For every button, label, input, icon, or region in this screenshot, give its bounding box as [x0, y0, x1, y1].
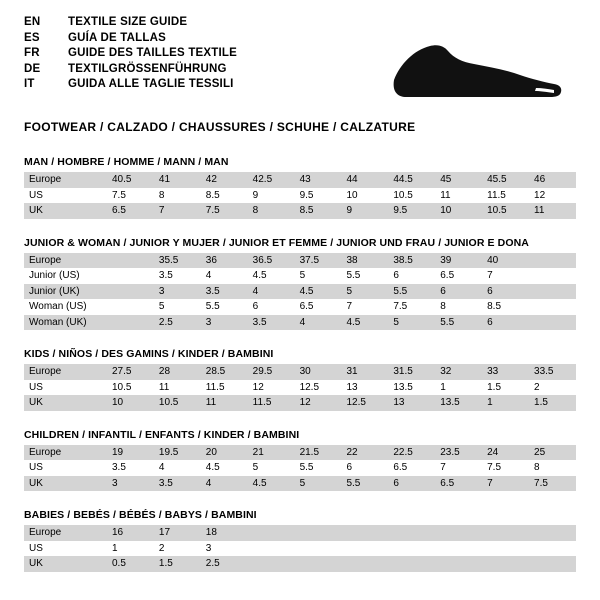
- size-cell: 11: [529, 203, 576, 219]
- size-cell: 3.5: [201, 284, 248, 300]
- size-cell: 27.5: [107, 364, 154, 380]
- row-label: US: [24, 460, 107, 476]
- size-cell: 10.5: [154, 395, 201, 411]
- size-cell: 4.5: [248, 476, 295, 492]
- size-cell: 46: [529, 172, 576, 188]
- row-label: UK: [24, 556, 107, 572]
- language-code: ES: [24, 31, 40, 44]
- table-row: [24, 284, 576, 300]
- size-cell: 4.5: [248, 268, 295, 284]
- size-cell: 11: [154, 380, 201, 396]
- size-cell: 5: [248, 460, 295, 476]
- size-cell: 5: [295, 268, 342, 284]
- size-cell: 7.5: [201, 203, 248, 219]
- size-cell: 21: [248, 445, 295, 461]
- language-code: DE: [24, 62, 41, 75]
- size-cell: 6.5: [388, 460, 435, 476]
- size-cell: 28: [154, 364, 201, 380]
- size-cell: 19: [107, 445, 154, 461]
- table-row: [24, 364, 576, 380]
- table-row: [24, 476, 576, 492]
- size-table: [24, 445, 576, 492]
- size-cell: 32: [435, 364, 482, 380]
- table-row: [24, 188, 576, 204]
- size-cell: 8.5: [482, 299, 529, 315]
- language-title: GUIDA ALLE TAGLIE TESSILI: [68, 78, 234, 90]
- size-cell: [248, 525, 295, 541]
- size-cell: [388, 525, 435, 541]
- size-cell: 10.5: [107, 380, 154, 396]
- table-row: [24, 203, 576, 219]
- size-cell: 5.5: [341, 476, 388, 492]
- language-row: [24, 63, 237, 79]
- table-row: [24, 445, 576, 461]
- language-row: [24, 16, 237, 32]
- size-section: [24, 237, 576, 331]
- size-cell: 6: [388, 268, 435, 284]
- size-cell: 3: [201, 541, 248, 557]
- size-cell: 5.5: [201, 299, 248, 315]
- table-row: [24, 315, 576, 331]
- size-cell: [529, 315, 576, 331]
- size-cell: [529, 541, 576, 557]
- size-cell: 25: [529, 445, 576, 461]
- size-cell: 3.5: [107, 460, 154, 476]
- size-cell: 36: [201, 253, 248, 269]
- size-cell: 18: [201, 525, 248, 541]
- size-cell: 7: [341, 299, 388, 315]
- size-cell: [529, 299, 576, 315]
- size-cell: 8: [248, 203, 295, 219]
- size-cell: 4.5: [295, 284, 342, 300]
- row-label: Junior (US): [24, 268, 107, 284]
- size-cell: 6.5: [435, 268, 482, 284]
- section-title: JUNIOR & WOMAN / JUNIOR Y MUJER / JUNIOR ET FEMME / JUNIOR UND FRAU / JUNIOR E DONA: [24, 236, 529, 249]
- size-cell: [435, 525, 482, 541]
- size-cell: 11.5: [248, 395, 295, 411]
- row-label: UK: [24, 476, 107, 492]
- size-cell: 3.5: [154, 476, 201, 492]
- size-cell: 2: [154, 541, 201, 557]
- size-section: [24, 156, 576, 219]
- size-cell: 44.5: [388, 172, 435, 188]
- size-cell: 11: [201, 395, 248, 411]
- size-cell: 1: [435, 380, 482, 396]
- size-cell: 6: [388, 476, 435, 492]
- size-cell: 7: [435, 460, 482, 476]
- size-cell: 4.5: [341, 315, 388, 331]
- size-sections: [24, 156, 576, 572]
- size-cell: 5.5: [341, 268, 388, 284]
- size-cell: 44: [341, 172, 388, 188]
- size-cell: 7.5: [388, 299, 435, 315]
- table-row: [24, 380, 576, 396]
- table-row: [24, 172, 576, 188]
- size-cell: 8.5: [295, 203, 342, 219]
- size-cell: [482, 556, 529, 572]
- size-cell: [295, 525, 342, 541]
- table-row: [24, 268, 576, 284]
- size-cell: 5: [388, 315, 435, 331]
- size-cell: 6.5: [295, 299, 342, 315]
- size-cell: 7.5: [529, 476, 576, 492]
- size-cell: [529, 284, 576, 300]
- size-cell: 29.5: [248, 364, 295, 380]
- table-row: [24, 299, 576, 315]
- language-title-list: [24, 16, 237, 94]
- size-cell: 30: [295, 364, 342, 380]
- size-cell: 6: [482, 315, 529, 331]
- size-cell: [295, 556, 342, 572]
- size-cell: 12.5: [341, 395, 388, 411]
- language-row: [24, 78, 237, 94]
- size-cell: 6: [482, 284, 529, 300]
- size-cell: 4: [201, 268, 248, 284]
- size-cell: 13: [388, 395, 435, 411]
- size-cell: 11: [435, 188, 482, 204]
- size-cell: 37.5: [295, 253, 342, 269]
- table-row: [24, 525, 576, 541]
- footwear-heading: FOOTWEAR / CALZADO / CHAUSSURES / SCHUHE / CALZATURE: [24, 120, 416, 134]
- size-cell: 7: [482, 268, 529, 284]
- row-label: Junior (UK): [24, 284, 107, 300]
- size-cell: [435, 541, 482, 557]
- size-cell: 3: [107, 476, 154, 492]
- size-cell: [341, 541, 388, 557]
- row-label: Europe: [24, 253, 107, 269]
- language-title: GUIDE DES TAILLES TEXTILE: [68, 47, 237, 59]
- size-cell: [107, 284, 154, 300]
- size-cell: 28.5: [201, 364, 248, 380]
- size-cell: 6: [435, 284, 482, 300]
- size-section: [24, 429, 576, 492]
- size-cell: 4: [248, 284, 295, 300]
- size-cell: 2: [529, 380, 576, 396]
- size-cell: [248, 541, 295, 557]
- size-cell: 1: [107, 541, 154, 557]
- size-cell: 23.5: [435, 445, 482, 461]
- size-cell: 1.5: [529, 395, 576, 411]
- size-cell: 10.5: [482, 203, 529, 219]
- size-cell: [341, 525, 388, 541]
- size-cell: 12.5: [295, 380, 342, 396]
- size-cell: [295, 541, 342, 557]
- size-cell: 3: [201, 315, 248, 331]
- size-cell: [107, 268, 154, 284]
- size-cell: 45.5: [482, 172, 529, 188]
- size-cell: 40: [482, 253, 529, 269]
- size-cell: 9: [341, 203, 388, 219]
- size-cell: 4: [295, 315, 342, 331]
- size-cell: 21.5: [295, 445, 342, 461]
- size-cell: [529, 556, 576, 572]
- size-cell: 38.5: [388, 253, 435, 269]
- size-cell: 10: [107, 395, 154, 411]
- size-cell: 2.5: [201, 556, 248, 572]
- size-cell: 10: [435, 203, 482, 219]
- size-cell: 1: [482, 395, 529, 411]
- size-cell: [388, 541, 435, 557]
- size-cell: 6: [341, 460, 388, 476]
- size-cell: [529, 268, 576, 284]
- size-cell: 13.5: [435, 395, 482, 411]
- size-cell: 6.5: [435, 476, 482, 492]
- language-row: [24, 32, 237, 48]
- size-table: [24, 364, 576, 411]
- size-cell: 10.5: [388, 188, 435, 204]
- size-cell: 6: [248, 299, 295, 315]
- row-label: US: [24, 541, 107, 557]
- size-cell: 3: [154, 284, 201, 300]
- size-cell: 12: [295, 395, 342, 411]
- row-label: US: [24, 380, 107, 396]
- size-cell: 33: [482, 364, 529, 380]
- row-label: Woman (UK): [24, 315, 107, 331]
- table-row: [24, 541, 576, 557]
- size-cell: 12: [248, 380, 295, 396]
- size-cell: 42: [201, 172, 248, 188]
- size-cell: [482, 541, 529, 557]
- size-cell: 6.5: [107, 203, 154, 219]
- size-cell: 2.5: [154, 315, 201, 331]
- section-title: MAN / HOMBRE / HOMME / MANN / MAN: [24, 156, 229, 168]
- size-cell: 24: [482, 445, 529, 461]
- size-cell: 22.5: [388, 445, 435, 461]
- size-cell: [388, 556, 435, 572]
- size-cell: 10: [341, 188, 388, 204]
- size-cell: 7.5: [482, 460, 529, 476]
- dress-shoe-icon: [386, 34, 566, 104]
- size-cell: 9.5: [295, 188, 342, 204]
- row-label: Europe: [24, 525, 107, 541]
- size-cell: 20: [201, 445, 248, 461]
- size-cell: 5: [295, 476, 342, 492]
- size-cell: 13.5: [388, 380, 435, 396]
- size-section: [24, 509, 576, 572]
- size-cell: 4: [154, 460, 201, 476]
- section-title: CHILDREN / INFANTIL / ENFANTS / KINDER / BAMBINI: [24, 428, 300, 441]
- size-cell: 8: [529, 460, 576, 476]
- size-cell: 31: [341, 364, 388, 380]
- size-cell: 8: [435, 299, 482, 315]
- row-label: Woman (US): [24, 299, 107, 315]
- size-table: [24, 172, 576, 219]
- size-cell: 5.5: [435, 315, 482, 331]
- size-cell: 9.5: [388, 203, 435, 219]
- size-cell: [529, 253, 576, 269]
- row-label: US: [24, 188, 107, 204]
- size-cell: 17: [154, 525, 201, 541]
- language-code: FR: [24, 47, 40, 59]
- size-cell: 5: [154, 299, 201, 315]
- language-code: EN: [24, 16, 41, 28]
- size-cell: 45: [435, 172, 482, 188]
- size-cell: 0.5: [107, 556, 154, 572]
- size-cell: [435, 556, 482, 572]
- language-title: GUÍA DE TALLAS: [68, 31, 166, 44]
- table-row: [24, 395, 576, 411]
- size-cell: 8.5: [201, 188, 248, 204]
- size-cell: 4.5: [201, 460, 248, 476]
- size-cell: 36.5: [248, 253, 295, 269]
- size-cell: [482, 525, 529, 541]
- language-code: IT: [24, 78, 35, 90]
- size-cell: 8: [154, 188, 201, 204]
- section-title: BABIES / BEBÉS / BÉBÉS / BABYS / BAMBINI: [24, 509, 257, 521]
- size-cell: 31.5: [388, 364, 435, 380]
- size-cell: 11.5: [201, 380, 248, 396]
- size-cell: 33.5: [529, 364, 576, 380]
- language-row: [24, 47, 237, 63]
- size-section: [24, 348, 576, 411]
- size-table: [24, 253, 576, 331]
- table-row: [24, 556, 576, 572]
- size-cell: 5: [341, 284, 388, 300]
- table-row: [24, 460, 576, 476]
- size-cell: [107, 299, 154, 315]
- size-cell: 7.5: [107, 188, 154, 204]
- size-cell: 38: [341, 253, 388, 269]
- size-cell: 13: [341, 380, 388, 396]
- size-cell: 1.5: [482, 380, 529, 396]
- size-cell: 39: [435, 253, 482, 269]
- size-table: [24, 525, 576, 572]
- size-cell: 3.5: [248, 315, 295, 331]
- size-cell: 40.5: [107, 172, 154, 188]
- row-label: Europe: [24, 172, 107, 188]
- size-cell: 3.5: [154, 268, 201, 284]
- size-cell: 43: [295, 172, 342, 188]
- size-cell: 1.5: [154, 556, 201, 572]
- document-header: [24, 16, 576, 108]
- size-cell: 19.5: [154, 445, 201, 461]
- row-label: Europe: [24, 364, 107, 380]
- size-cell: 5.5: [388, 284, 435, 300]
- size-cell: [341, 556, 388, 572]
- size-cell: [107, 253, 154, 269]
- language-title: TEXTILE SIZE GUIDE: [68, 16, 188, 28]
- language-title: TEXTILGRÖSSENFÜHRUNG: [68, 62, 227, 75]
- size-cell: 7: [482, 476, 529, 492]
- size-cell: [107, 315, 154, 331]
- table-row: [24, 253, 576, 269]
- size-cell: 9: [248, 188, 295, 204]
- row-label: Europe: [24, 445, 107, 461]
- size-cell: 5.5: [295, 460, 342, 476]
- size-cell: [248, 556, 295, 572]
- size-cell: 4: [201, 476, 248, 492]
- size-cell: 7: [154, 203, 201, 219]
- size-cell: 16: [107, 525, 154, 541]
- section-title: KIDS / NIÑOS / DES GAMINS / KINDER / BAMBINI: [24, 348, 274, 360]
- size-cell: 11.5: [482, 188, 529, 204]
- size-cell: 42.5: [248, 172, 295, 188]
- size-cell: 22: [341, 445, 388, 461]
- size-cell: 41: [154, 172, 201, 188]
- size-cell: 35.5: [154, 253, 201, 269]
- row-label: UK: [24, 395, 107, 411]
- size-cell: [529, 525, 576, 541]
- row-label: UK: [24, 203, 107, 219]
- size-cell: 12: [529, 188, 576, 204]
